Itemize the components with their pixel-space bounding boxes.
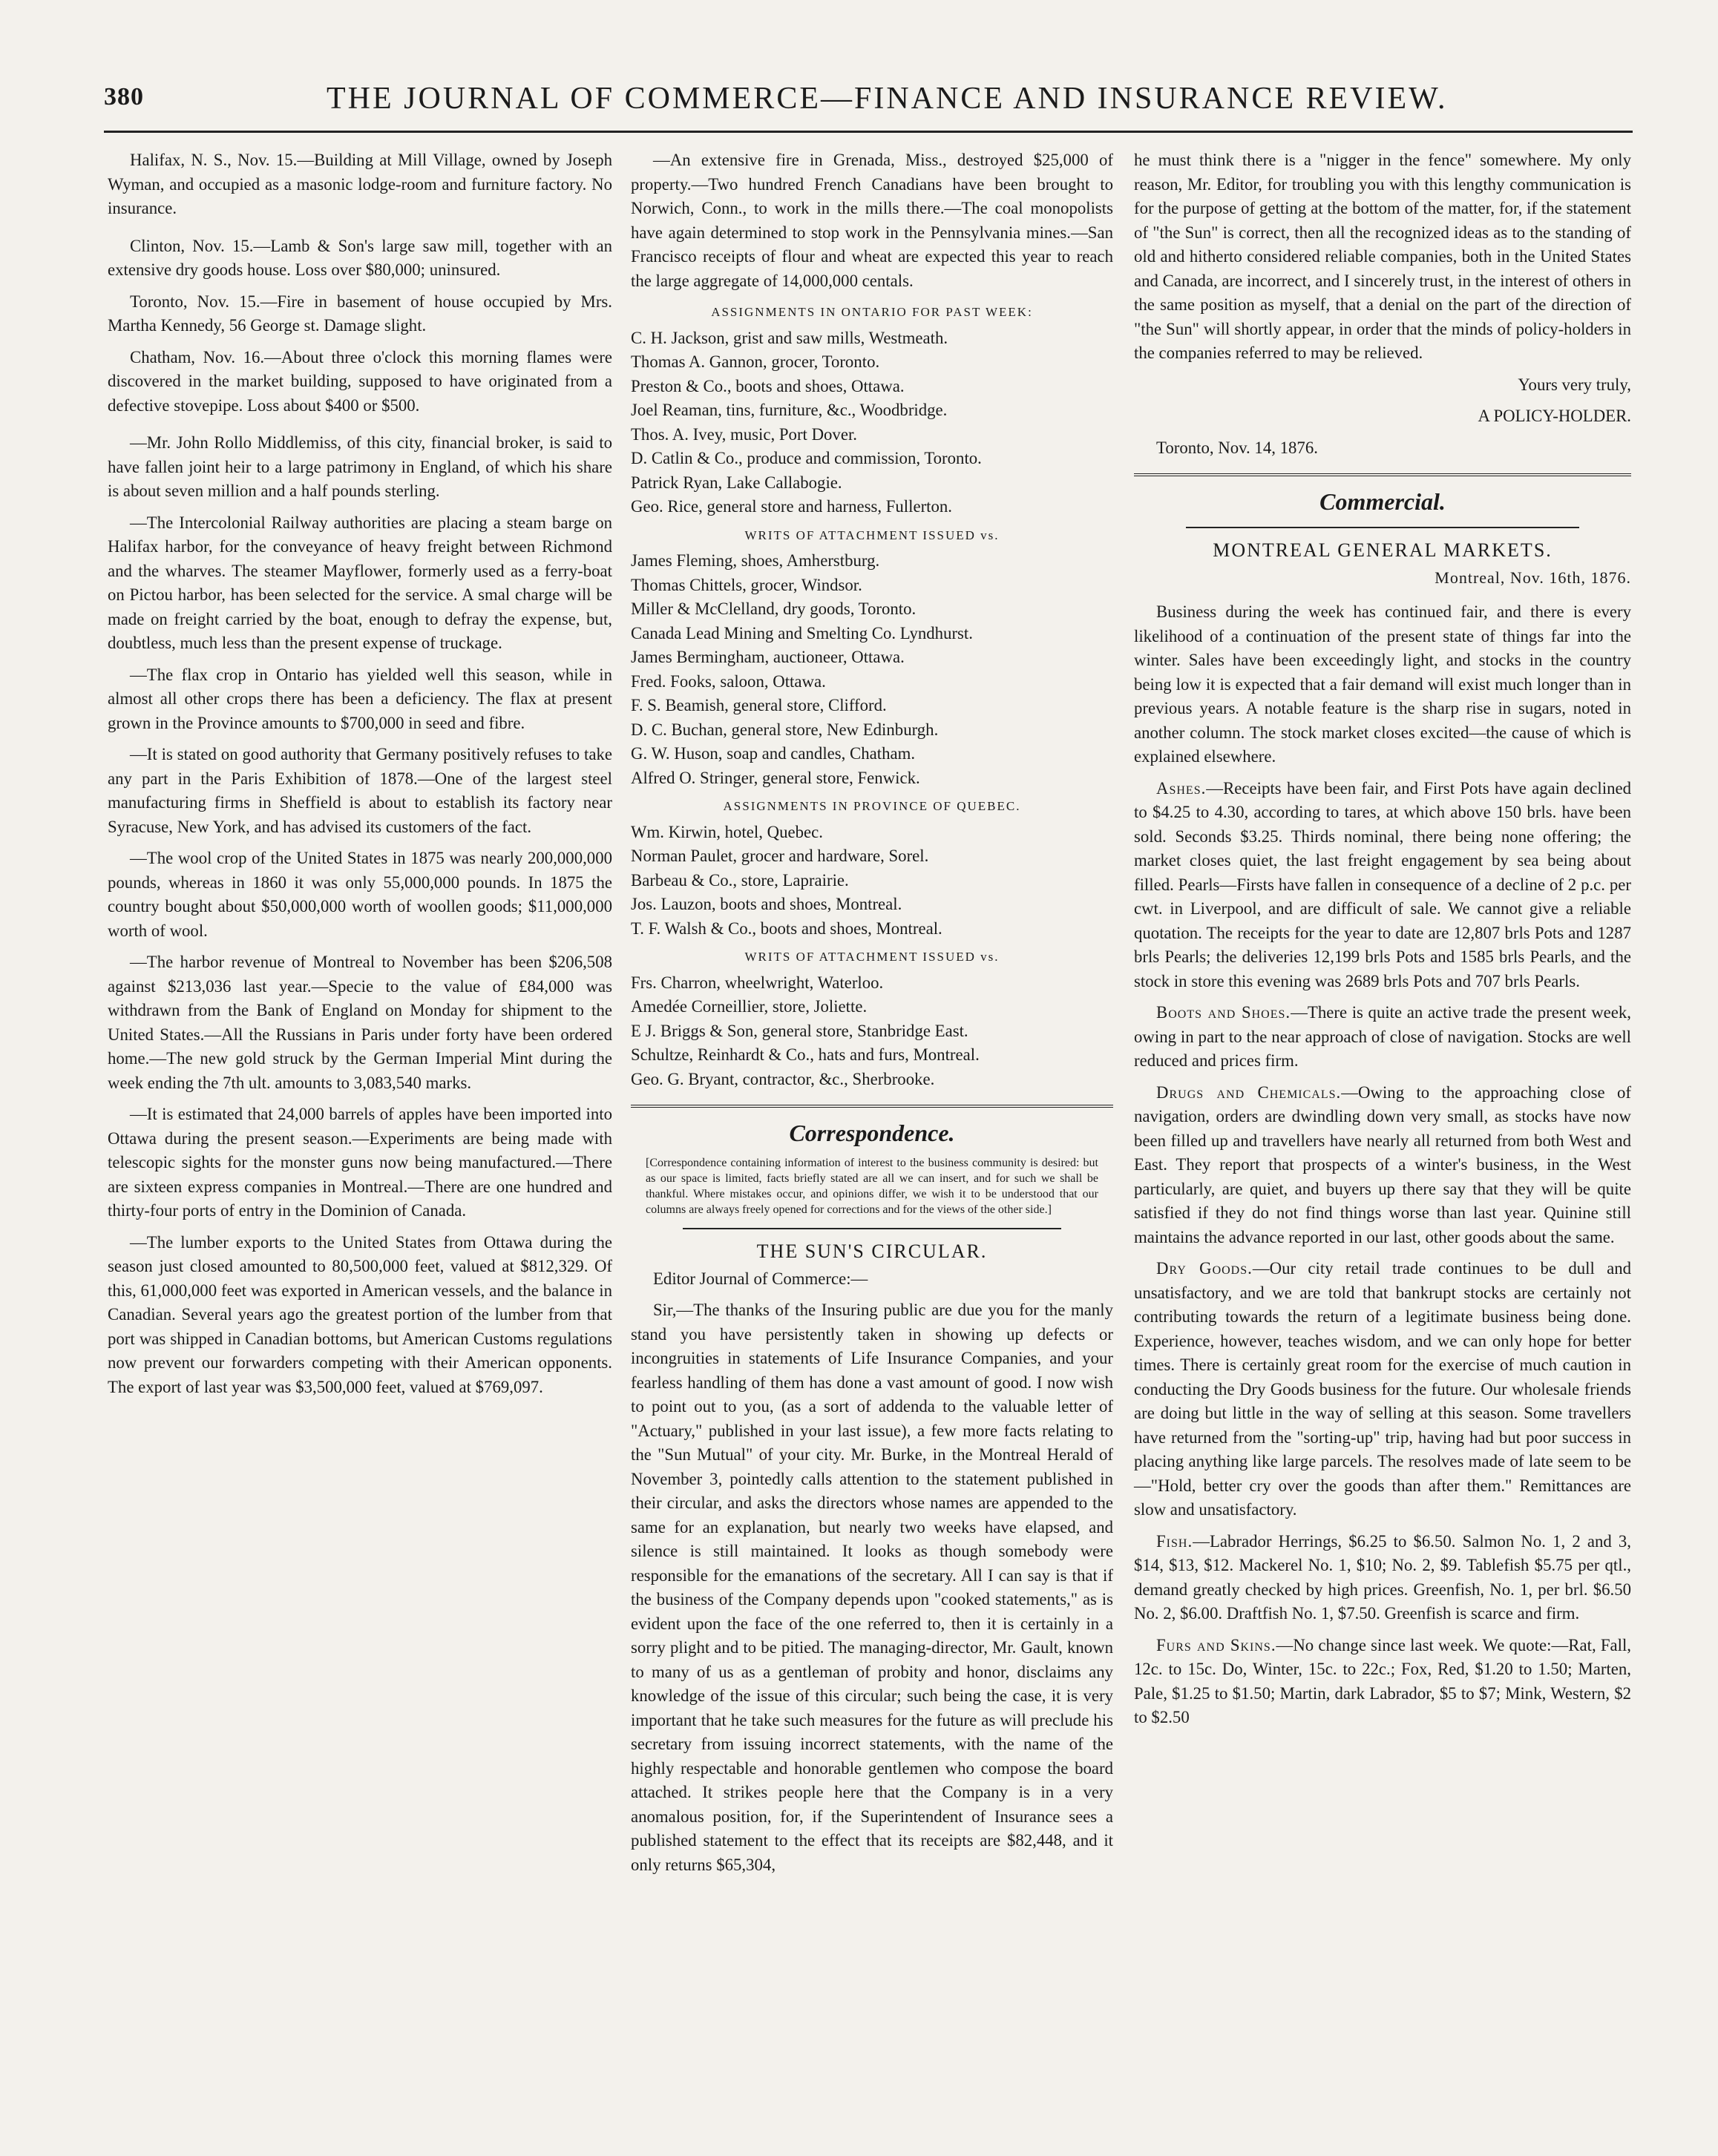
market-dry-goods-lead: Dry Goods. bbox=[1156, 1259, 1253, 1278]
list-item: T. F. Walsh & Co., boots and shoes, Montreal. bbox=[631, 918, 942, 938]
list-item: Norman Paulet, grocer and hardware, Sorel. bbox=[631, 847, 929, 865]
news-item-flax: —The flax crop in Ontario has yielded well this season, while in almost all other crops there has been a deficiency. The flax at present grown in the Province amounts to $700,000 in seed and fibre. bbox=[108, 665, 612, 732]
market-furs-text: —No change since last week. We quote:—Rat, Fall, 12c. to 15c. Do, Winter, 15c. to 22c.; Fox, Red, $1.20 to 1.50; Marten, Pale, $1.25 to $1.50; Martin, dark Labrador, $5 to $7; Mink, Western, $2 to $2.50 bbox=[1134, 1635, 1631, 1726]
writs-heading-1: WRITS OF ATTACHMENT ISSUED vs. bbox=[744, 528, 1000, 542]
ontario-assignments-heading: ASSIGNMENTS IN ONTARIO FOR PAST WEEK: bbox=[711, 305, 1033, 319]
list-item: Alfred O. Stringer, general store, Fenwick. bbox=[631, 768, 920, 787]
list-item: C. H. Jackson, grist and saw mills, Westmeath. bbox=[631, 328, 948, 347]
list-item: Geo. Rice, general store and harness, Fullerton. bbox=[631, 497, 953, 516]
list-item: Joel Reaman, tins, furniture, &c., Woodbridge. bbox=[631, 401, 948, 419]
list-item: Geo. G. Bryant, contractor, &c., Sherbrooke. bbox=[631, 1069, 935, 1088]
news-item-lumber: —The lumber exports to the United States from Ottawa during the season just closed amounted to 80,500,000 feet, valued at $812,329. Of this, 61,000,000 feet was exported in American vessels, and the balance in Canadian. Several years ago the greatest portion of the lumber from that port was shipped in Canadian bottoms, but American Customs regulations now prevent our forwarders competing with their American opponents. The export of last year was $3,500,000 feet, valued at $769,097. bbox=[108, 1232, 612, 1396]
quebec-assignments-heading: ASSIGNMENTS IN PROVINCE OF QUEBEC. bbox=[723, 799, 1021, 813]
list-item: Patrick Ryan, Lake Callabogie. bbox=[631, 473, 842, 492]
list-item: F. S. Beamish, general store, Clifford. bbox=[631, 696, 887, 714]
market-ashes-lead: Ashes. bbox=[1156, 778, 1207, 798]
editor-salutation: Editor Journal of Commerce:— bbox=[653, 1269, 868, 1288]
letter-location-date: Toronto, Nov. 14, 1876. bbox=[1156, 438, 1318, 457]
list-item: Miller & McClelland, dry goods, Toronto. bbox=[631, 599, 917, 618]
writs-list-1 bbox=[631, 549, 1113, 790]
fire-report-chatham: Chatham, Nov. 16.—About three o'clock this morning flames were discovered in the market building, supposed to have originated from a defective stovepipe. Loss about $400 or $500. bbox=[108, 347, 612, 415]
list-item: Amedée Corneillier, store, Joliette. bbox=[631, 997, 868, 1016]
list-item: Canada Lead Mining and Smelting Co. Lyndhurst. bbox=[631, 623, 973, 642]
fire-report-toronto: Toronto, Nov. 15.—Fire in basement of house occupied by Mrs. Martha Kennedy, 56 George st. Damage slight. bbox=[108, 292, 612, 335]
journal-title: THE JOURNAL OF COMMERCE—FINANCE AND INSURANCE REVIEW. bbox=[327, 82, 1448, 116]
market-drugs-text: —Owing to the approaching close of navigation, orders are dwindling down very small, as stocks have now been filled up and travellers have nearly all returned from both West and East. They report that prospects of a winter's business, in the West particularly, are quiet, and buyers up there say that they will be quite satisfied if they do not find things worse than last year. Quinine still maintains the advance reported in our last, other goods about the same. bbox=[1134, 1082, 1631, 1246]
circular-heading: THE SUN'S CIRCULAR. bbox=[756, 1240, 988, 1262]
column-1 bbox=[108, 148, 612, 1407]
list-item: Thomas A. Gannon, grocer, Toronto. bbox=[631, 352, 880, 371]
list-item: D. C. Buchan, general store, New Edinburgh. bbox=[631, 720, 939, 739]
list-item: James Bermingham, auctioneer, Ottawa. bbox=[631, 648, 905, 666]
news-item-harbor: —The harbor revenue of Montreal to November has been $206,508 against $213,036 last year.—Specie to the value of £84,000 was withdrawn from the Bank of England on Monday for shipment to the United States.—All the Russians in Paris under forty have been ordered home.—The new gold struck by the German Imperial Mint during the week ending the 7th ult. amounts to 3,083,540 marks. bbox=[108, 953, 612, 1092]
list-item: D. Catlin & Co., produce and commission, Toronto. bbox=[631, 449, 982, 467]
market-boots-text: —There is quite an active trade the present week, owing in part to the near approach of close of navigation. Stocks are well reduced and prices firm. bbox=[1134, 1003, 1631, 1070]
market-fish bbox=[1134, 1530, 1631, 1626]
market-ashes bbox=[1134, 777, 1631, 994]
market-fish-text: —Labrador Herrings, $6.25 to $6.50. Salmon No. 1, 2 and 3, $14, $13, $12. Mackerel No. 1, $10; No. 2, $9. Tablefish $5.75 per qtl., demand greatly checked by high prices. Greenfish, No. 1, per brl. $6.50 No. 2, $6.00. Draftfish No. 1, $7.50. Greenfish is scarce and firm. bbox=[1134, 1531, 1631, 1623]
market-fish-lead: Fish. bbox=[1156, 1531, 1193, 1551]
list-item: Barbeau & Co., store, Laprairie. bbox=[631, 870, 849, 890]
ontario-assignments-list bbox=[631, 326, 1113, 519]
market-furs bbox=[1134, 1634, 1631, 1730]
writs-heading-2: WRITS OF ATTACHMENT ISSUED vs. bbox=[744, 950, 1000, 964]
divider bbox=[1186, 527, 1579, 528]
market-boots-lead: Boots and Shoes. bbox=[1156, 1003, 1291, 1022]
list-item: Preston & Co., boots and shoes, Ottawa. bbox=[631, 376, 905, 395]
list-item: Thos. A. Ivey, music, Port Dover. bbox=[631, 424, 857, 444]
market-dry-goods-text: —Our city retail trade continues to be dull and unsatisfactory, and we are told that bankrupt stocks are certainly not contributing towards the return of a legitimate business being done. Experience, however, teaches wisdom, and we can only hope for better times. There is certainly great room for the exercise of much caution in conducting the Dry Goods business for the future. Our wholesale friends are doing but little in the way of selling at this season. Some travellers have returned from the "sorting-up" trip, having had but poor success in placing anything like large parcels. The resolves made of late seem to be—"Hold, better cry over the goods than after them." Remittances are slow and unsatisfactory. bbox=[1134, 1259, 1631, 1519]
column-2 bbox=[631, 148, 1113, 1884]
list-item: Wm. Kirwin, hotel, Quebec. bbox=[631, 822, 823, 841]
news-item-grenada: —An extensive fire in Grenada, Miss., destroyed $25,000 of property.—Two hundred French Canadians have been brought to Norwich, Conn., to work in the mills there.—The coal monopolists have again determined to stop work in the Pennsylvania mines.—San Francisco receipts of flour and wheat are expected this year to reach the large aggregate of 14,000,000 centals. bbox=[631, 151, 1113, 290]
commercial-heading: Commercial. bbox=[1319, 488, 1446, 515]
news-item-apples: —It is estimated that 24,000 barrels of apples have been imported into Ottawa during the present season.—Experiments are being made with telescopic sights for the monster guns now being manufactured.—There are sixteen express companies in Montreal.—There are one hundred and thirty-four ports of entry in the Dominion of Canada. bbox=[108, 1105, 612, 1220]
market-furs-lead: Furs and Skins. bbox=[1156, 1635, 1276, 1654]
page-header bbox=[104, 80, 1633, 125]
correspondence-heading: Correspondence. bbox=[789, 1120, 955, 1146]
news-item-wool: —The wool crop of the United States in 1875 was nearly 200,000,000 pounds, whereas in 1860 it was only 55,000,000 pounds. In 1875 the country bought about $50,000,000 worth of woollen goods; $11,000,000 worth of wool. bbox=[108, 849, 612, 940]
markets-heading: MONTREAL GENERAL MARKETS. bbox=[1213, 539, 1553, 561]
list-item: Frs. Charron, wheelwright, Waterloo. bbox=[631, 973, 884, 992]
market-boots bbox=[1134, 1001, 1631, 1074]
list-item: Thomas Chittels, grocer, Windsor. bbox=[631, 575, 862, 594]
news-item-germany: —It is stated on good authority that Germany positively refuses to take any part in the Paris Exhibition of 1878.—One of the largest steel manufacturing firms in Sheffield is about to establish its factory near Syracuse, New York, and has advised its customers of the fact. bbox=[108, 745, 612, 836]
correspondence-note: [Correspondence containing information of interest to the business community is desired: but as our space is limited, facts briefly stated are all we can insert, and for such we shall be thankful. Where mistakes occur, and opinions differ, we wish it to be understood that our columns are always freely opened for corrections and for the views of the other side.] bbox=[646, 1157, 1098, 1216]
market-drugs bbox=[1134, 1081, 1631, 1250]
letter-signature: A POLICY-HOLDER. bbox=[1478, 407, 1631, 425]
column-3 bbox=[1134, 148, 1631, 1738]
markets-intro: Business during the week has continued fair, and there is every likelihood of a continuation of the present state of things far into the winter. Sales have been exceedingly light, and stocks in the country being low it is expected that a fair demand will exist much longer than in previous years. A notable feature is the sharp rise in sugars, noted in another column. The stock market closes excited—the cause of which is explained elsewhere. bbox=[1134, 602, 1631, 766]
list-item: Fred. Fooks, saloon, Ottawa. bbox=[631, 671, 826, 691]
markets-dateline: Montreal, Nov. 16th, 1876. bbox=[1435, 568, 1631, 587]
header-rule bbox=[104, 131, 1633, 133]
letter-body: Sir,—The thanks of the Insuring public are due you for the manly stand you have persistently taken in showing up defects or incongruities in statements of Life Insurance Companies, and your fearless handling of them has done a vast amount of good. I now wish to point out to you, (as a sort of addenda to the valuable letter of "Actuary," published in your last issue), a few more facts relating to the "Sun Mutual" of your city. Mr. Burke, in the Montreal Herald of November 3, pointedly calls attention to the statement published in their circular, and asks the directors whose names are appended to the same for an explanation, but nearly two weeks have elapsed, and silence is still maintained. It looks as though somebody were responsible for the emanations of the secretary. All I can say is that if the business of the Company depends upon "cooked statements," as is evident upon the face of the one referred to, then it is certainly in a sorry plight and to be pitied. The managing-director, Mr. Gault, known to many of us as a gentleman of probity and honor, disclaims any knowledge of the issue of this circular; such being the case, it is very important that he take such measures for the future as will preclude his secretary from issuing incorrect statements, with the name of the highly respectable and honorable gentlemen who compose the board attached. It strikes people here that the Company is in a very anomalous position, for, if the Superintendent of Insurance sees a published statement to the effect that its receipts are $82,448, and it only returns $65,304, bbox=[631, 1301, 1113, 1874]
list-item: Schultze, Reinhardt & Co., hats and furs, Montreal. bbox=[631, 1045, 980, 1064]
list-item: G. W. Huson, soap and candles, Chatham. bbox=[631, 744, 916, 763]
quebec-assignments-list bbox=[631, 821, 1113, 941]
list-item: James Fleming, shoes, Amherstburg. bbox=[631, 551, 880, 570]
market-drugs-lead: Drugs and Chemicals. bbox=[1156, 1082, 1342, 1102]
writs-list-2 bbox=[631, 971, 1113, 1092]
section-divider bbox=[631, 1105, 1113, 1108]
list-item: E J. Briggs & Son, general store, Stanbridge East. bbox=[631, 1021, 968, 1040]
page-number: 380 bbox=[104, 83, 144, 111]
letter-closing: Yours very truly, bbox=[1518, 375, 1631, 394]
news-item-intercolonial: —The Intercolonial Railway authorities are placing a steam barge on Halifax harbor, for the conveyance of heavy freight between Richmond and the wharves. The steamer Mayflower, formerly used as a ferry-boat on Pictou harbor, has been selected for the service. A smal charge will be made on freight carried by the boat, enough to defray the expense, but, doubtless, much less than the present expense of truckage. bbox=[108, 513, 612, 652]
letter-continuation: he must think there is a "nigger in the fence" somewhere. My only reason, Mr. Editor, for troubling you with this lengthy communication is for the purpose of getting at the bottom of the matter, for, if the statement of "the Sun" is correct, then all the recognized ideas as to the standing of old and hitherto considered reliable companies, both in the United States and Canada, are incorrect, and I sincerely trust, in the interest of others in the same position as myself, that a denial on the part of the direction of "the Sun" will shortly appear, in order that the minds of policy-holders in the companies referred to may be relieved. bbox=[1134, 151, 1631, 362]
market-dry-goods bbox=[1134, 1257, 1631, 1522]
section-divider bbox=[1134, 473, 1631, 476]
fire-report-halifax: Halifax, N. S., Nov. 15.—Building at Mill Village, owned by Joseph Wyman, and occupied as a masonic lodge-room and furniture factory. No insurance. bbox=[108, 151, 612, 217]
news-item-middlemiss: —Mr. John Rollo Middlemiss, of this city, financial broker, is said to have fallen joint heir to a large patrimony in England, of which his share is about seven million and a half pounds sterling. bbox=[108, 433, 612, 500]
divider bbox=[683, 1228, 1061, 1229]
list-item: Jos. Lauzon, boots and shoes, Montreal. bbox=[631, 895, 902, 913]
fire-report-clinton: Clinton, Nov. 15.—Lamb & Son's large saw mill, together with an extensive dry goods house. Loss over $80,000; uninsured. bbox=[108, 236, 612, 279]
market-ashes-text: —Receipts have been fair, and First Pots have again declined to $4.25 to 4.30, according to tares, at which above 150 brls. have been sold. Seconds $3.25. Thirds nominal, there being none offering; the market closes quiet, the last freight engagement by sea being about filled. Pearls—Firsts have fallen in consequence of a decline of 2 p.c. per cwt. in Liverpool, and are difficult of sale. We cannot give a reliable quotation. The receipts for the year to date are 12,807 brls Pots and 1287 brls Pearls; the deliveries 12,199 brls Pots and 1585 brls Pearls, and the stock in store this evening was 2689 brls Pots and 707 brls Pearls. bbox=[1134, 778, 1631, 990]
